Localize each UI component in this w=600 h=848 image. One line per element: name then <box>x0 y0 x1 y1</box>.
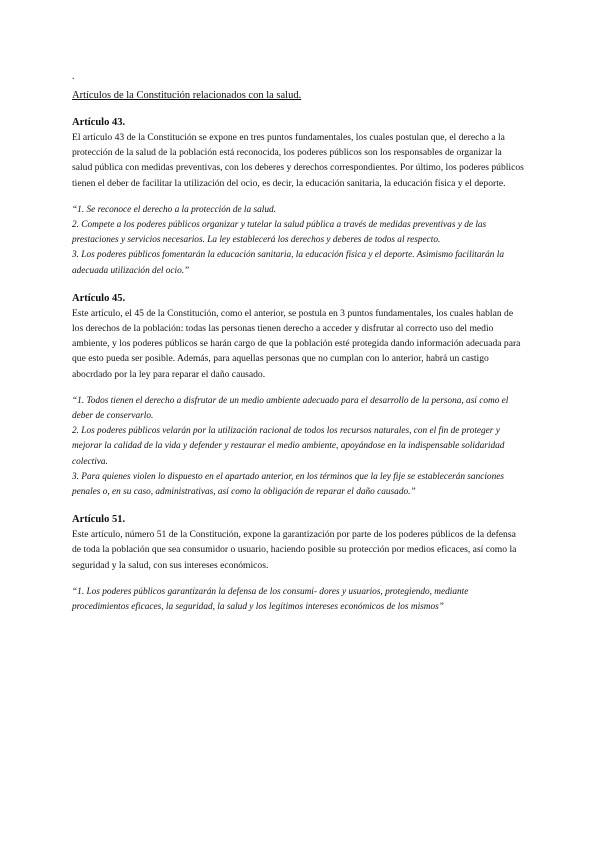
top-mark: . <box>72 71 75 82</box>
document-page <box>72 72 524 615</box>
quote-line: 2. Los poderes públicos velarán por la utilización racional de todos los recursos naturales, con el fin de proteger y mejorar la calidad de la vida y defender y restaurar el medio ambiente, apoyándose en la indispensable solidaridad colectiva. <box>72 426 505 467</box>
quote-line: “1. Todos tienen el derecho a disfrutar de un medio ambiente adecuado para el desarrollo de la persona, así como el deber de conservarlo. <box>72 395 509 422</box>
section-articulo-51 <box>72 512 524 615</box>
section-body: Este artículo, el 45 de la Constitución, como el anterior, se postula en 3 puntos fundamentales, los cuales hablan de los derechos de la población: todas las personas tienen derecho a acceder y disfrutar al correcto uso del medio ambiente, y los poderes públicos se harán cargo de que la población esté protegida dando información adecuada para que esto pueda ser posible. Además, para aquellas personas que no cumplan con lo anterior, habrá un castigo abocrdado por la ley para reparar el daño causado. <box>72 307 521 380</box>
quote-line: “1. Los poderes públicos garantizarán la defensa de los consumi- dores y usuarios, protegiendo, mediante procedimientos eficaces, la seguridad, la salud y los legítimos intereses económicos de los mismos” <box>72 586 469 613</box>
section-heading: Artículo 43. <box>72 117 126 128</box>
document-title: Artículos de la Constitución relacionados con la salud. <box>72 90 302 101</box>
section-articulo-45 <box>72 291 524 500</box>
section-heading: Artículo 51. <box>72 514 126 526</box>
quote-line: 3. Los poderes públicos fomentarán la educación sanitaria, la educación física y el deporte. Asimismo facilitarán la adecuada utilización del ocio.” <box>72 250 505 276</box>
section-quote <box>72 394 524 500</box>
section-body: El artículo 43 de la Constitución se expone en tres puntos fundamentales, los cuales postulan que, el derecho a la protección de la salud de la población está reconocida, los poderes públicos son los responsables de organizar la salud pública con medidas preventivas, con los deberes y derechos correspondientes. Por último, los poderes públicos tienen el deber de facilitar la utilización del ocio, es decir, la educación sanitaria, la educación física y el deporte. <box>72 132 524 189</box>
section-articulo-43 <box>72 115 524 279</box>
section-quote <box>72 203 524 279</box>
quote-line: 3. Para quienes violen lo dispuesto en el apartado anterior, en los términos que la ley fije se establecerán sanciones penales o, en su caso, administrativas, así como la obligación de reparar el daño causado.” <box>72 471 504 498</box>
section-body: Este artículo, número 51 de la Constitución, expone la garantización por parte de los poderes públicos de la defensa de toda la población que sea consumidor o usuario, haciendo posible su protección por medios eficaces, así como la seguridad y la salud, con sus intereses económicos. <box>72 529 517 571</box>
quote-line: 2. Compete a los poderes públicos organizar y tutelar la salud pública a través de medidas preventivas y de las prestaciones y servicios necesarios. La ley establecerá los derechos y deberes de todos al respecto. <box>72 220 487 246</box>
section-heading: Artículo 45. <box>72 292 126 304</box>
quote-line: “1. Se reconoce el derecho a la protección de la salud. <box>72 204 276 215</box>
section-quote <box>72 585 524 615</box>
